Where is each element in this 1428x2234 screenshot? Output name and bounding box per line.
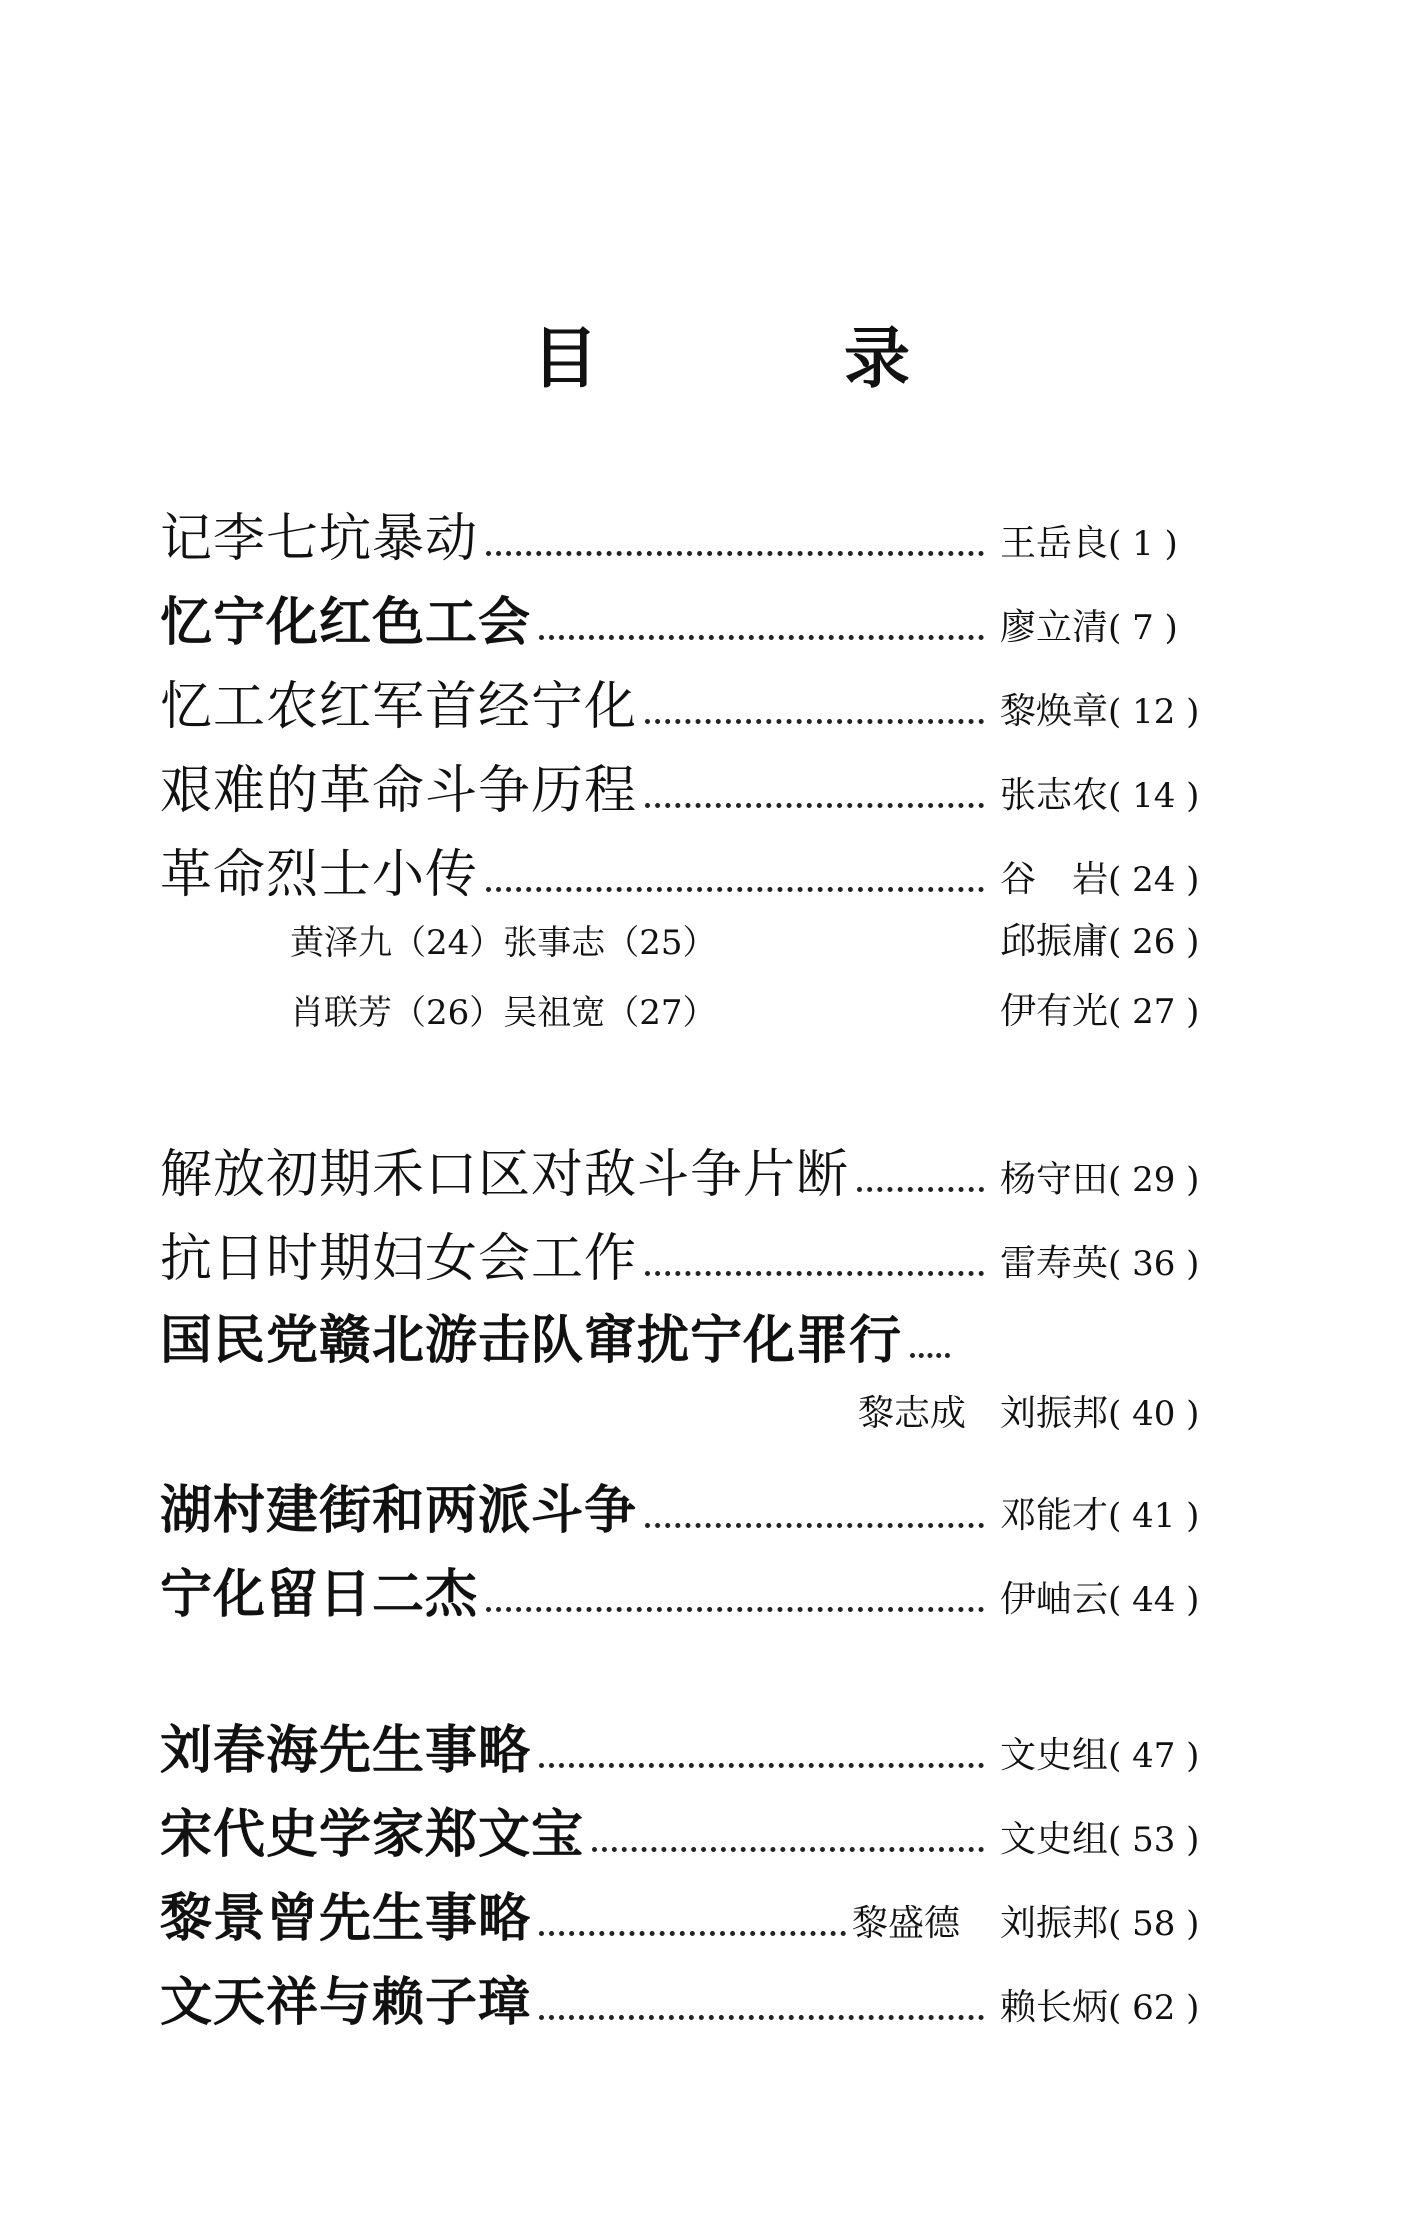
subentry-author: 邱振庸 [999,921,1108,962]
entry-page: ( 29 ) [1108,1160,1200,1200]
entry-title: 忆工农红军首经宁化 [160,677,638,737]
heading-char-1: 目 [532,319,598,397]
entry-page: ( 40 ) [1108,1394,1200,1434]
subentry-page: ( 27 ) [1108,992,1200,1032]
entry-coauthor: 黎志成 [857,1393,966,1434]
entry-page: ( 24 ) [1108,860,1200,900]
entry-author: 邓能才 [999,1495,1108,1536]
dot-leader [539,635,984,640]
entry-title: 宋代史学家郑文宝 [160,1804,585,1865]
dot-leader [910,1353,950,1358]
dot-leader [539,1931,846,1936]
entry-page: ( 47 ) [1108,1736,1200,1776]
toc-entry[interactable] [160,1796,1240,1866]
heading-char-2: 录 [844,319,910,397]
entry-page: ( 1 ) [1108,524,1178,564]
toc-entry[interactable] [160,1472,1240,1542]
dot-leader [539,1763,984,1768]
entry-page: ( 41 ) [1108,1496,1200,1536]
toc-entry[interactable] [160,1302,1020,1372]
dot-leader [645,803,984,808]
entry-page: ( 36 ) [1108,1244,1200,1284]
entry-author: 廖立清 [999,607,1108,648]
entry-title: 记李七坑暴动 [160,509,479,569]
toc-entry-authors[interactable] [858,1384,1240,1440]
entry-title: 艰难的革命斗争历程 [160,761,638,821]
toc-subentry[interactable] [290,912,1240,968]
entry-title: 湖村建街和两派斗争 [160,1480,638,1541]
toc-subentry[interactable] [290,982,1240,1038]
entry-author: 赖长炳 [999,1987,1108,2028]
entry-title: 国民党赣北游击队窜扰宁化罪行 [160,1310,903,1371]
subentry-names: 肖联芳（26）吴祖宽（27） [290,993,717,1033]
toc-entry[interactable] [160,1136,1240,1206]
entry-author: 刘振邦 [999,1903,1108,1944]
entry-author: 杨守田 [999,1159,1108,1200]
dot-leader [539,2015,984,2020]
entry-author: 伊岫云 [999,1579,1108,1620]
toc-entry[interactable] [160,584,1240,654]
toc-entry[interactable] [160,836,1240,906]
entry-author: 张志农 [999,775,1108,816]
entry-author: 文史组 [999,1819,1108,1860]
entry-title: 黎景曾先生事略 [160,1888,532,1949]
toc-entry[interactable] [160,752,1240,822]
entry-title: 抗日时期妇女会工作 [160,1229,638,1289]
toc-entry[interactable] [160,1880,1240,1950]
toc-entry[interactable] [160,668,1240,738]
subentry-author: 伊有光 [999,991,1108,1032]
toc-heading [0,318,1428,398]
dot-leader [486,887,984,892]
toc-entry[interactable] [160,1220,1240,1290]
entry-title: 革命烈士小传 [160,845,479,905]
entry-title: 刘春海先生事略 [160,1720,532,1781]
entry-page: ( 44 ) [1108,1580,1200,1620]
toc-entry[interactable] [160,1556,1240,1626]
dot-leader [645,719,984,724]
dot-leader [592,1847,984,1852]
entry-page: ( 53 ) [1108,1820,1200,1860]
toc-entry[interactable] [160,500,1240,570]
entry-page: ( 7 ) [1108,608,1178,648]
dot-leader [486,1607,984,1612]
dot-leader [857,1187,984,1192]
entry-page: ( 62 ) [1108,1988,1200,2028]
dot-leader [645,1271,984,1276]
subentry-page: ( 26 ) [1108,922,1200,962]
dot-leader [486,551,984,556]
toc-entry[interactable] [160,1964,1240,2034]
entry-title: 文天祥与赖子璋 [160,1972,532,2033]
toc-entry[interactable] [160,1712,1240,1782]
entry-author: 王岳良 [999,523,1108,564]
entry-page: ( 58 ) [1108,1904,1200,1944]
entry-author: 文史组 [999,1735,1108,1776]
entry-author: 谷 岩 [999,859,1108,900]
entry-title: 宁化留日二杰 [160,1564,479,1625]
entry-author: 雷寿英 [999,1243,1108,1284]
entry-title: 解放初期禾口区对敌斗争片断 [160,1145,850,1205]
entry-author: 刘振邦 [999,1393,1108,1434]
entry-title: 忆宁化红色工会 [160,592,532,653]
entry-page: ( 12 ) [1108,692,1200,732]
dot-leader [645,1523,984,1528]
subentry-names: 黄泽九（24）张事志（25） [290,923,717,963]
entry-page: ( 14 ) [1108,776,1200,816]
entry-coauthor: 黎盛德 [851,1903,960,1944]
entry-author: 黎焕章 [999,691,1108,732]
